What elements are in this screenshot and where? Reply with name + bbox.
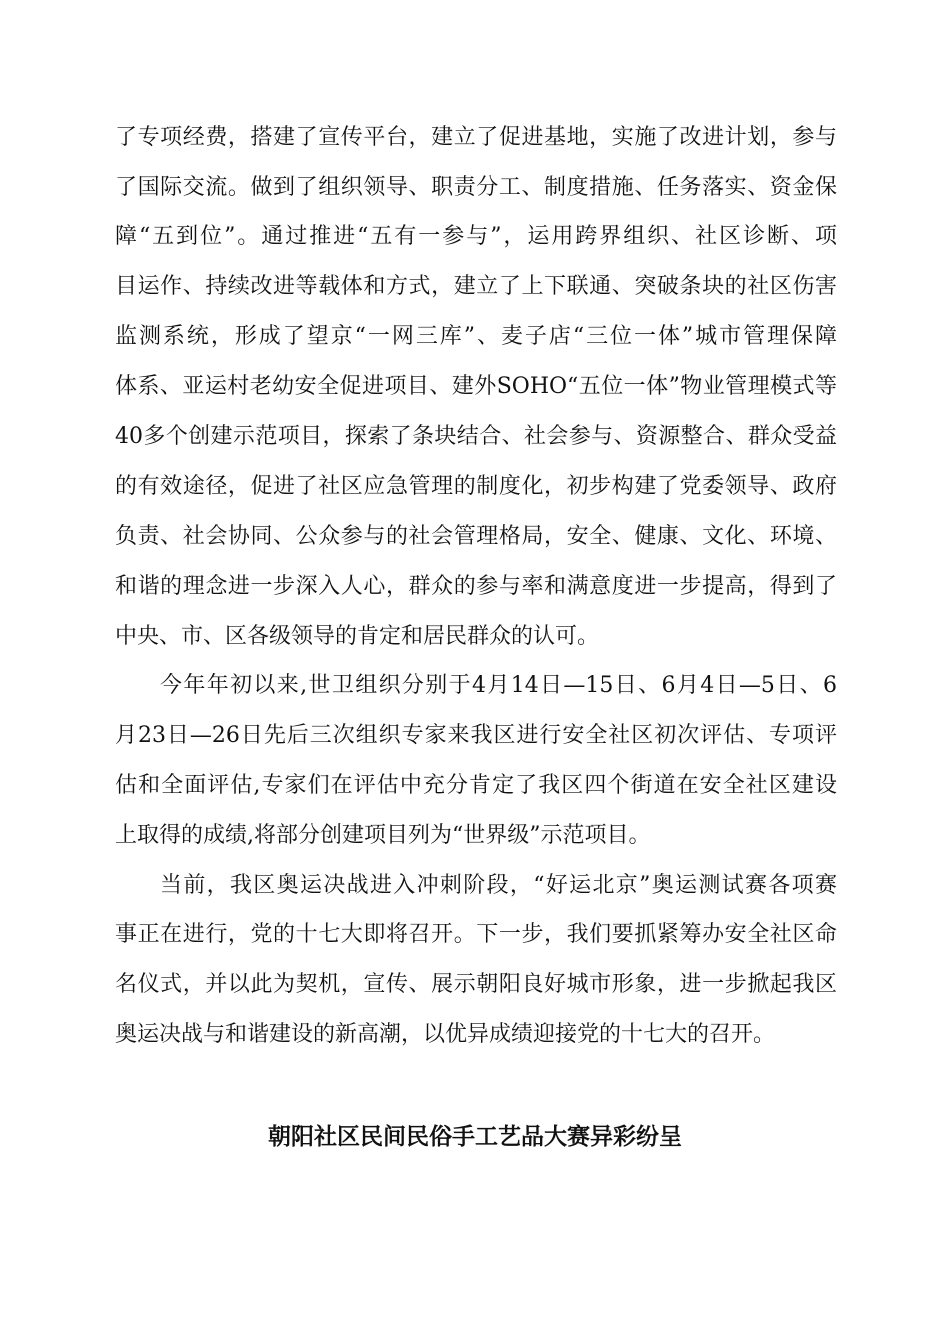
text-line: 负责、社会协同、公众参与的社会管理格局，安全、健康、文化、环境、: [115, 524, 837, 549]
text-line: 事正在进行，党的十七大即将召开。下一步，我们要抓紧筹办安全社区命: [115, 922, 837, 947]
text-line: 名仪式，并以此为契机，宣传、展示朝阳良好城市形象，进一步掀起我区: [115, 972, 837, 997]
text-line: 监测系统，形成了望京“一网三库”、麦子店“三位一体”城市管理保障: [115, 324, 837, 349]
section-heading: 朝阳社区民间民俗手工艺品大赛异彩纷呈: [268, 1124, 682, 1150]
text-line: 今年年初以来,世卫组织分别于4月14日—15日、6月4日—5日、6: [160, 673, 837, 698]
text-line: 和谐的理念进一步深入人心，群众的参与率和满意度进一步提高，得到了: [115, 574, 837, 599]
text-line: 估和全面评估,专家们在评估中充分肯定了我区四个街道在安全社区建设: [115, 773, 837, 798]
text-line: 当前，我区奥运决战进入冲刺阶段，“好运北京”奥运测试赛各项赛: [160, 873, 837, 898]
text-line: 奥运决战与和谐建设的新高潮，以优异成绩迎接党的十七大的召开。: [115, 1022, 776, 1047]
text-line: 月23日—26日先后三次组织专家来我区进行安全社区初次评估、专项评: [115, 723, 837, 748]
text-line: 的有效途径，促进了社区应急管理的制度化，初步构建了党委领导、政府: [115, 474, 837, 499]
text-line: 体系、亚运村老幼安全促进项目、建外SOHO“五位一体”物业管理模式等: [115, 374, 837, 399]
text-line: 目运作、持续改进等载体和方式，建立了上下联通、突破条块的社区伤害: [115, 274, 837, 299]
text-line: 了专项经费，搭建了宣传平台，建立了促进基地，实施了改进计划，参与: [115, 125, 837, 150]
text-line: 上取得的成绩,将部分创建项目列为“世界级”示范项目。: [115, 823, 651, 848]
text-line: 中央、市、区各级领导的肯定和居民群众的认可。: [115, 624, 600, 649]
text-line: 了国际交流。做到了组织领导、职责分工、制度措施、任务落实、资金保: [115, 175, 837, 200]
text-line: 障“五到位”。通过推进“五有一参与”，运用跨界组织、社区诊断、项: [115, 224, 837, 249]
text-line: 40多个创建示范项目，探索了条块结合、社会参与、资源整合、群众受益: [115, 424, 837, 449]
